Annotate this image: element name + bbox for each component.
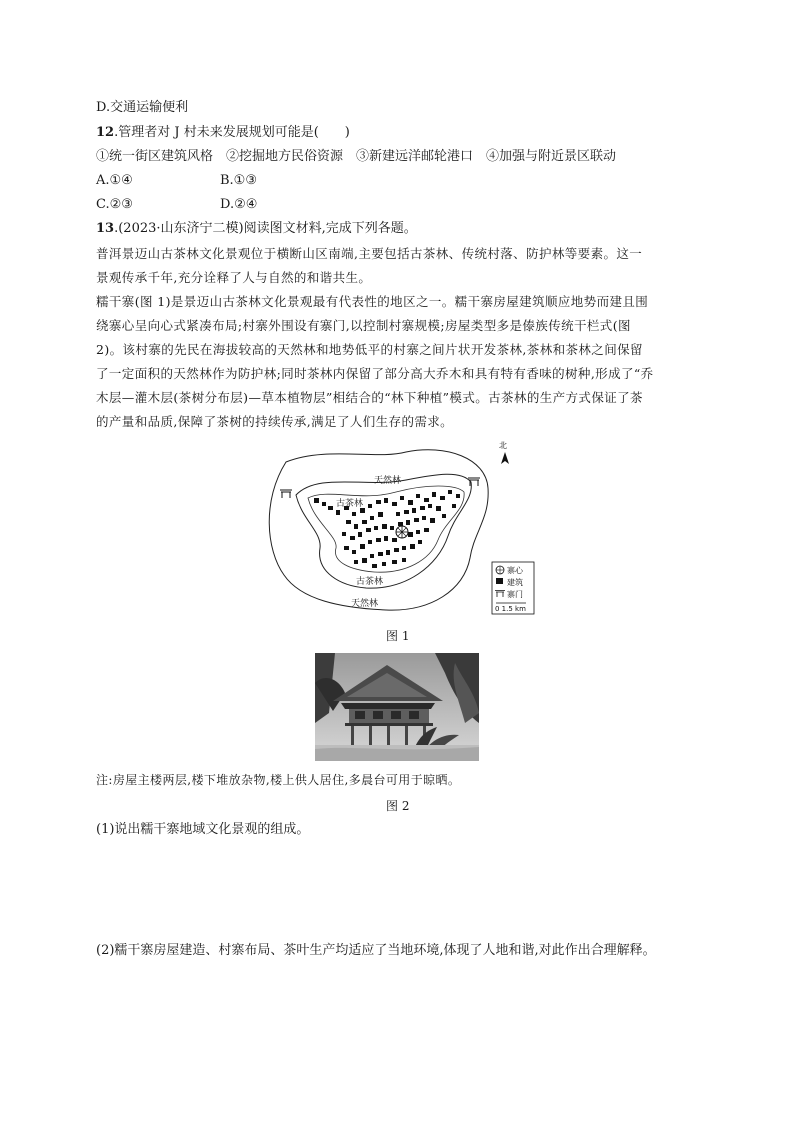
legend-scale: 0 1.5 km <box>495 605 526 613</box>
q13-subquestion-2: (2)糯干寨房屋建造、村寨布局、茶叶生产均适应了当地环境,体现了人地和谐,对此作出合理解释。 <box>96 943 656 958</box>
q13-paragraph-line: 普洱景迈山古茶林文化景观位于横断山区南端,主要包括古茶林、传统村落、防护林等要素。这一 <box>96 246 643 261</box>
legend-village-center-icon <box>496 566 504 574</box>
village-center-icon <box>396 526 408 538</box>
north-label: 北 <box>499 441 507 450</box>
q11-option-d: D.交通运输便利 <box>96 100 189 115</box>
figure2-caption: 图 2 <box>386 799 410 813</box>
tea-forest-boundary <box>296 474 471 588</box>
q12-stem-text: .管理者对 J 村未来发展规划可能是( ) <box>114 125 350 140</box>
legend-village-center-label: 寨心 <box>507 566 523 575</box>
stilt-house-photo <box>315 653 479 761</box>
label-natural-forest-bottom: 天然林 <box>351 599 379 609</box>
q13-subquestion-1: (1)说出糯干寨地域文化景观的组成。 <box>96 822 310 837</box>
q13-paragraph-line: 景观传承千年,充分诠释了人与自然的和谐共生。 <box>96 270 372 285</box>
q13-paragraph-line: 的产量和品质,保障了茶树的持续传承,满足了人们生存的需求。 <box>96 414 454 429</box>
figure2-note: 注:房屋主楼两层,楼下堆放杂物,楼上供人居住,多晨台可用于晾晒。 <box>96 773 461 787</box>
village-map <box>256 440 538 618</box>
q13-paragraph-line: 糯干寨(图 1)是景迈山古茶林文化景观最有代表性的地区之一。糯干寨房屋建筑顺应地势而建且围 <box>96 294 649 309</box>
q12-stem <box>96 124 350 142</box>
label-tea-forest-bottom: 古茶林 <box>356 577 384 587</box>
legend-building-label: 建筑 <box>507 578 523 587</box>
q13-number: 13 <box>96 221 115 236</box>
q12-option-a: A.①④ <box>96 173 133 188</box>
q12-option-c: C.②③ <box>96 197 133 212</box>
figure1-caption: 图 1 <box>386 629 410 643</box>
q13-paragraph-line: 2)。该村寨的先民在海拔较高的天然林和地势低平的村寨之间片状开发茶林,茶林和茶林之间保留 <box>96 342 643 357</box>
q13-header <box>96 220 417 238</box>
q13-paragraph-line: 了一定面积的天然林作为防护林;同时茶林内保留了部分高大乔木和具有特有香味的树种,形成了“乔 <box>96 366 654 381</box>
q12-option-d: D.②④ <box>220 197 258 212</box>
q12-option-b: B.①③ <box>220 173 257 188</box>
q13-paragraph-line: 木层—灌木层(茶树分布层)—草本植物层”相结合的“林下种植”模式。古茶林的生产方式保证了茶 <box>96 390 643 405</box>
q12-number: 12 <box>96 125 115 140</box>
label-tea-forest-top: 古茶林 <box>336 499 364 509</box>
gate-icon <box>280 490 292 498</box>
legend-box <box>492 562 534 614</box>
legend-building-icon <box>496 578 503 584</box>
q13-paragraph-line: 绕寨心呈向心式紧凑布局;村寨外围设有寨门,以控制村寨规模;房屋类型多是傣族传统干栏式(图 <box>96 318 631 333</box>
legend-gate-label: 寨门 <box>507 590 523 599</box>
north-arrow-icon <box>501 452 509 464</box>
gate-icon <box>468 478 480 486</box>
label-natural-forest-top: 天然林 <box>374 476 402 486</box>
q12-items: ①统一街区建筑风格 ②挖掘地方民俗资源 ③新建远洋邮轮港口 ④加强与附近景区联动 <box>96 149 617 164</box>
q13-source: .(2023·山东济宁二模)阅读图文材料,完成下列各题。 <box>114 221 417 236</box>
